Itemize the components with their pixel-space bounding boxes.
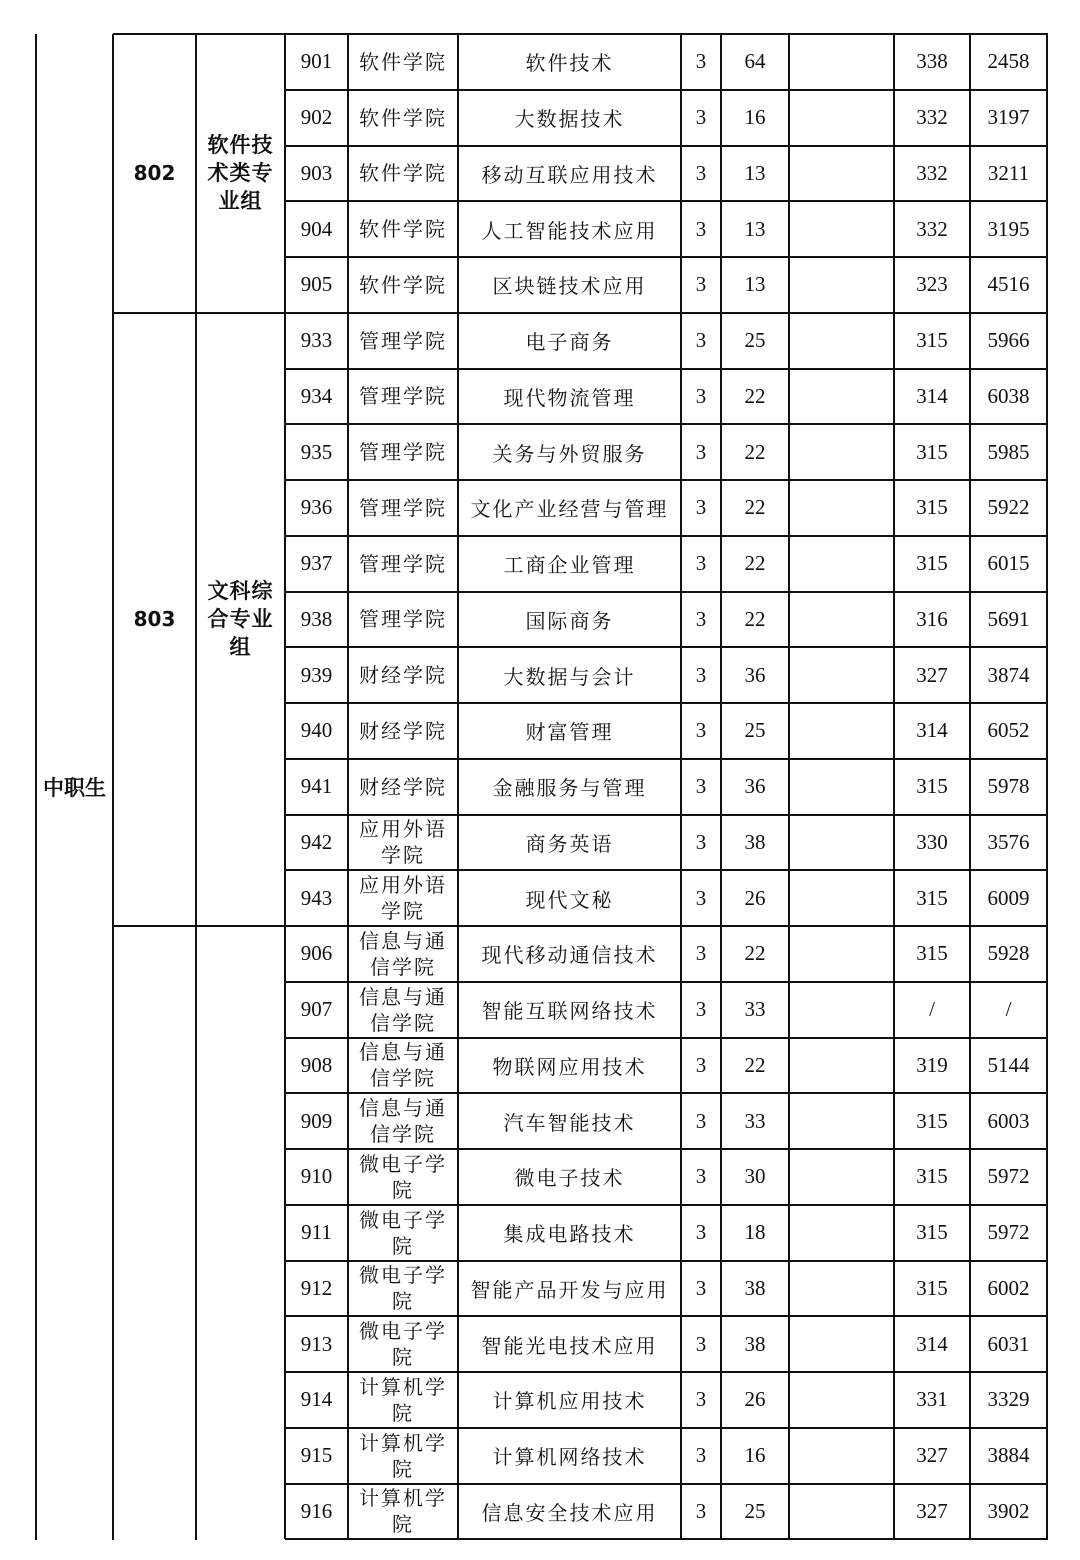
row-note	[789, 369, 894, 425]
row-college: 管理学院	[359, 384, 447, 409]
row-rank: 6038	[987, 383, 1030, 408]
row-college: 财经学院	[359, 718, 447, 743]
row-rank: 6002	[987, 1275, 1030, 1300]
row-id: 942	[300, 829, 333, 854]
row-score: 315	[916, 941, 948, 966]
row-major: 工商企业管理	[503, 553, 636, 578]
row-college: 应用外语学院	[359, 873, 447, 924]
group-name: 文科综合专业组	[207, 579, 274, 660]
row-rank: 5144	[987, 1052, 1030, 1077]
row-note	[789, 703, 894, 759]
row-score: 319	[916, 1052, 948, 1077]
row-major: 微电子技术	[514, 1166, 625, 1191]
row-major: 文化产业经营与管理	[470, 497, 669, 522]
row-score: 327	[916, 1443, 948, 1468]
row-years: 3	[695, 774, 707, 799]
row-plan: 22	[744, 495, 766, 520]
row-rank: 6009	[987, 885, 1030, 910]
row-college: 管理学院	[359, 551, 447, 576]
row-score: 315	[916, 1220, 948, 1245]
row-id: 915	[300, 1443, 333, 1468]
row-rank: 2458	[987, 49, 1030, 74]
row-years: 3	[695, 885, 707, 910]
row-plan: 30	[744, 1164, 766, 1189]
row-rank: 3576	[987, 829, 1030, 854]
row-score: 332	[916, 216, 948, 241]
row-plan: 26	[744, 885, 766, 910]
row-score: 315	[916, 495, 948, 520]
row-plan: 25	[744, 718, 766, 743]
row-college: 微电子学院	[359, 1263, 447, 1314]
row-id: 938	[300, 606, 333, 631]
row-years: 3	[695, 160, 707, 185]
group-code: 803	[133, 607, 176, 632]
row-rank: 6031	[987, 1331, 1030, 1356]
row-plan: 22	[744, 941, 766, 966]
row-plan: 33	[744, 997, 766, 1022]
row-college: 信息与通信学院	[359, 984, 447, 1035]
row-plan: 22	[744, 383, 766, 408]
row-note	[789, 926, 894, 982]
row-note	[789, 424, 894, 480]
row-years: 3	[695, 1387, 707, 1412]
row-years: 3	[695, 551, 707, 576]
row-score: 332	[916, 105, 948, 130]
row-note	[789, 313, 894, 369]
row-plan: 22	[744, 439, 766, 464]
row-note	[789, 647, 894, 703]
row-major: 金融服务与管理	[492, 776, 647, 801]
row-id: 901	[300, 49, 333, 74]
row-note	[789, 257, 894, 313]
row-rank: 4516	[987, 272, 1030, 297]
row-note	[789, 34, 894, 90]
row-college: 信息与通信学院	[359, 928, 447, 979]
row-score: 315	[916, 774, 948, 799]
row-id: 905	[300, 272, 333, 297]
row-rank: 5966	[987, 328, 1030, 353]
row-years: 3	[695, 439, 707, 464]
row-major: 智能产品开发与应用	[470, 1277, 669, 1302]
row-score: 331	[916, 1387, 948, 1412]
row-college: 管理学院	[359, 328, 447, 353]
row-plan: 36	[744, 774, 766, 799]
row-college: 微电子学院	[359, 1207, 447, 1258]
row-rank: 5985	[987, 439, 1030, 464]
row-rank: 3874	[987, 662, 1030, 687]
row-note	[789, 201, 894, 257]
row-years: 3	[695, 495, 707, 520]
row-rank: 3329	[987, 1387, 1030, 1412]
row-id: 911	[301, 1220, 332, 1245]
row-id: 933	[300, 328, 333, 353]
row-major: 移动互联应用技术	[481, 162, 658, 187]
row-major: 现代文秘	[525, 887, 614, 912]
row-plan: 22	[744, 606, 766, 631]
row-college: 软件学院	[359, 272, 447, 297]
row-id: 914	[300, 1387, 333, 1412]
category-label: 中职生	[43, 776, 106, 800]
row-id: 935	[300, 439, 333, 464]
row-note	[789, 1205, 894, 1261]
row-years: 3	[695, 829, 707, 854]
row-id: 906	[300, 941, 333, 966]
row-years: 3	[695, 1052, 707, 1077]
row-years: 3	[695, 1164, 707, 1189]
row-id: 902	[300, 105, 333, 130]
row-plan: 13	[744, 160, 766, 185]
row-rank: 5972	[987, 1220, 1030, 1245]
row-years: 3	[695, 1498, 707, 1523]
row-major: 软件技术	[525, 51, 614, 76]
row-years: 3	[695, 997, 707, 1022]
row-id: 941	[300, 774, 333, 799]
row-major: 大数据与会计	[503, 664, 636, 689]
row-plan: 38	[744, 1275, 766, 1300]
row-id: 912	[300, 1275, 333, 1300]
row-major: 现代物流管理	[503, 385, 636, 410]
row-score: 315	[916, 1108, 948, 1133]
row-years: 3	[695, 1108, 707, 1133]
row-years: 3	[695, 606, 707, 631]
row-years: 3	[695, 328, 707, 353]
group-name	[196, 926, 285, 1539]
row-note	[789, 1261, 894, 1317]
row-plan: 25	[744, 328, 766, 353]
row-rank: 5972	[987, 1164, 1030, 1189]
row-id: 940	[300, 718, 333, 743]
row-major: 计算机网络技术	[492, 1445, 647, 1470]
row-rank: 6052	[987, 718, 1030, 743]
row-note	[789, 1038, 894, 1094]
row-rank: 3197	[987, 105, 1030, 130]
row-rank: 3195	[987, 216, 1030, 241]
row-score: 315	[916, 1275, 948, 1300]
row-note	[789, 1316, 894, 1372]
row-id: 903	[300, 160, 333, 185]
row-years: 3	[695, 216, 707, 241]
row-note	[789, 1149, 894, 1205]
row-id: 936	[300, 495, 333, 520]
row-id: 939	[300, 662, 333, 687]
row-score: 330	[916, 829, 948, 854]
row-major: 财富管理	[525, 720, 614, 745]
row-id: 907	[300, 997, 333, 1022]
row-note	[789, 592, 894, 648]
row-plan: 13	[744, 216, 766, 241]
row-major: 信息安全技术应用	[481, 1500, 658, 1525]
row-plan: 36	[744, 662, 766, 687]
row-plan: 26	[744, 1387, 766, 1412]
group-code: 802	[133, 161, 176, 186]
row-note	[789, 90, 894, 146]
row-score: 315	[916, 1164, 948, 1189]
row-years: 3	[695, 49, 707, 74]
row-major: 大数据技术	[514, 107, 625, 132]
row-score: 314	[916, 718, 948, 743]
group-code	[113, 926, 196, 1539]
row-rank: 5928	[987, 941, 1030, 966]
row-score: 315	[916, 551, 948, 576]
row-plan: 38	[744, 1331, 766, 1356]
row-score: 316	[916, 606, 948, 631]
row-major: 计算机应用技术	[492, 1389, 647, 1414]
row-score: 314	[916, 383, 948, 408]
row-note	[789, 815, 894, 871]
row-years: 3	[695, 941, 707, 966]
row-years: 3	[695, 662, 707, 687]
row-note	[789, 1093, 894, 1149]
row-college: 软件学院	[359, 161, 447, 186]
row-college: 计算机学院	[359, 1374, 447, 1425]
row-major: 现代移动通信技术	[481, 943, 658, 968]
group-name: 软件技术类专业组	[207, 133, 274, 214]
row-note	[789, 1484, 894, 1540]
row-plan: 22	[744, 1052, 766, 1077]
row-rank: /	[1005, 997, 1012, 1022]
row-score: 315	[916, 328, 948, 353]
row-score: 315	[916, 885, 948, 910]
row-major: 汽车智能技术	[503, 1110, 636, 1135]
row-score: 327	[916, 662, 948, 687]
row-id: 934	[300, 383, 333, 408]
row-id: 910	[300, 1164, 333, 1189]
row-major: 人工智能技术应用	[481, 218, 658, 243]
row-rank: 6015	[987, 551, 1030, 576]
row-note	[789, 536, 894, 592]
row-years: 3	[695, 105, 707, 130]
row-college: 财经学院	[359, 663, 447, 688]
row-plan: 16	[744, 1443, 766, 1468]
row-rank: 6003	[987, 1108, 1030, 1133]
row-id: 904	[300, 216, 333, 241]
row-plan: 13	[744, 272, 766, 297]
row-id: 909	[300, 1108, 333, 1133]
row-major: 智能光电技术应用	[481, 1333, 658, 1358]
row-note	[789, 146, 894, 202]
row-score: 332	[916, 160, 948, 185]
row-college: 计算机学院	[359, 1430, 447, 1481]
row-plan: 18	[744, 1220, 766, 1245]
row-major: 集成电路技术	[503, 1222, 636, 1247]
row-years: 3	[695, 718, 707, 743]
row-note	[789, 870, 894, 926]
row-id: 913	[300, 1331, 333, 1356]
row-years: 3	[695, 272, 707, 297]
row-plan: 25	[744, 1498, 766, 1523]
row-id: 916	[300, 1498, 333, 1523]
row-score: /	[929, 997, 935, 1022]
row-college: 应用外语学院	[359, 817, 447, 868]
row-college: 微电子学院	[359, 1151, 447, 1202]
row-years: 3	[695, 1275, 707, 1300]
row-years: 3	[695, 1331, 707, 1356]
row-plan: 22	[744, 551, 766, 576]
row-college: 微电子学院	[359, 1319, 447, 1370]
row-major: 物联网应用技术	[492, 1054, 647, 1079]
row-note	[789, 480, 894, 536]
row-score: 338	[916, 49, 948, 74]
row-note	[789, 982, 894, 1038]
row-rank: 3902	[987, 1498, 1030, 1523]
row-score: 314	[916, 1331, 948, 1356]
row-college: 信息与通信学院	[359, 1040, 447, 1091]
row-major: 商务英语	[525, 831, 614, 856]
row-note	[789, 1428, 894, 1484]
row-college: 财经学院	[359, 774, 447, 799]
row-plan: 33	[744, 1108, 766, 1133]
row-rank: 5922	[987, 495, 1030, 520]
row-id: 908	[300, 1052, 333, 1077]
row-rank: 5978	[987, 774, 1030, 799]
row-score: 315	[916, 439, 948, 464]
row-college: 计算机学院	[359, 1486, 447, 1537]
row-rank: 3884	[987, 1443, 1030, 1468]
row-years: 3	[695, 1220, 707, 1245]
row-score: 327	[916, 1498, 948, 1523]
row-college: 管理学院	[359, 495, 447, 520]
row-note	[789, 1372, 894, 1428]
row-plan: 64	[744, 49, 766, 74]
row-major: 关务与外贸服务	[492, 441, 647, 466]
row-rank: 5691	[987, 606, 1030, 631]
row-plan: 38	[744, 829, 766, 854]
row-major: 智能互联网络技术	[481, 999, 658, 1024]
row-note	[789, 759, 894, 815]
row-id: 943	[300, 885, 333, 910]
row-id: 937	[300, 551, 333, 576]
row-college: 管理学院	[359, 440, 447, 465]
row-years: 3	[695, 383, 707, 408]
row-college: 软件学院	[359, 217, 447, 242]
row-plan: 16	[744, 105, 766, 130]
row-college: 软件学院	[359, 49, 447, 74]
row-major: 电子商务	[525, 330, 614, 355]
row-major: 区块链技术应用	[492, 274, 647, 299]
row-years: 3	[695, 1443, 707, 1468]
row-college: 管理学院	[359, 607, 447, 632]
row-college: 信息与通信学院	[359, 1096, 447, 1147]
row-rank: 3211	[987, 160, 1030, 185]
row-score: 323	[916, 272, 948, 297]
row-major: 国际商务	[525, 608, 614, 633]
row-college: 软件学院	[359, 105, 447, 130]
